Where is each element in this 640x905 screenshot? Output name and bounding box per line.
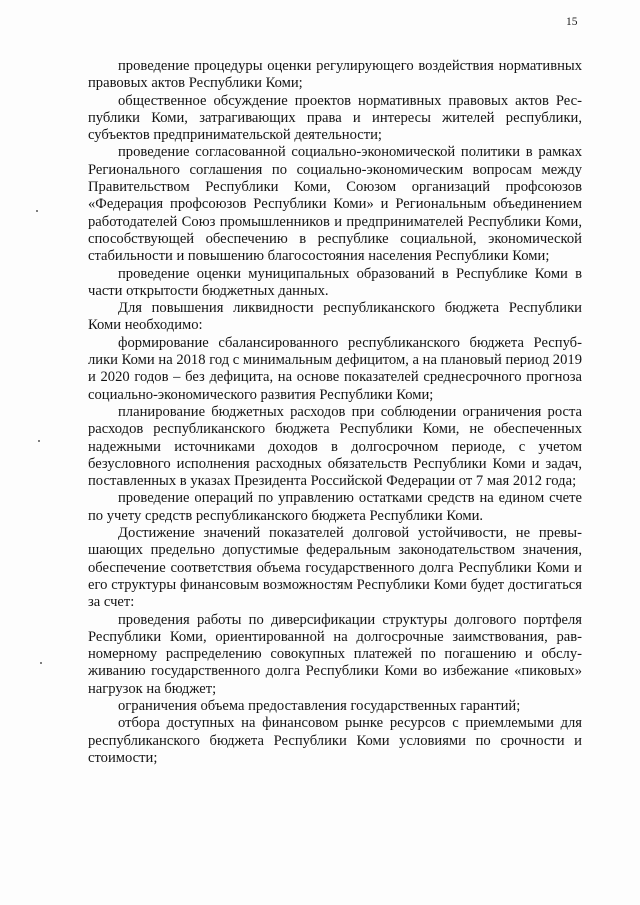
document-body bbox=[88, 58, 582, 767]
paragraph: проведения работы по диверсификации структуры долгового портфеля Республики Коми, ориентированной на долгосрочные заимствования, равномерному распределению совокупных платежей по погашению и обслуживанию государственного долга Республики Коми во избежание «пиковых» нагрузок на бюджет; bbox=[88, 611, 582, 697]
paragraph: отбора доступных на финансовом рынке ресурсов с приемлемыми для республиканского бюджета Республики Коми условиями по срочности и стоимости; bbox=[88, 715, 582, 766]
paragraph: ограничения объема предоставления государственных гарантий; bbox=[118, 697, 521, 714]
scan-speck bbox=[36, 210, 38, 212]
paragraph: проведение операций по управлению остатками средств на едином счете по учету средств республиканского бюджета Республики Коми. bbox=[88, 490, 582, 524]
paragraph: проведение согласованной социально-экономической политики в рамках Регионального соглашения по социально-экономическим вопросам между Правительством Республики Коми, Союзом организаций профсоюзов «Федерация профсоюзов Республики Коми» и Региональным объединением работодателей Союз промышленников и предпринимателей Республики Коми, способствующей обеспечению в республике социальной, экономической стабильности и повышению благосостояния населения Республики Коми; bbox=[88, 144, 582, 265]
paragraph: Для повышения ликвидности республиканского бюджета Республики Коми необходимо: bbox=[88, 300, 582, 334]
scan-speck bbox=[40, 662, 42, 664]
paragraph: планирование бюджетных расходов при соблюдении ограничения роста расходов республиканского бюджета Республики Коми, не обеспеченных надежными источниками доходов в долгосрочном периоде, с учетом безусловного исполнения расходных обязательств Республики Коми и задач, поставленных в указах Президента Российской Федерации от 7 мая 2012 года; bbox=[88, 403, 582, 490]
paragraph: общественное обсуждение проектов нормативных правовых актов Республики Коми, затрагивающих права и интересы жителей республики, субъектов предпринимательской деятельности; bbox=[88, 92, 582, 144]
paragraph: проведение оценки муниципальных образований в Республике Коми в части открытости бюджетных данных. bbox=[88, 265, 582, 299]
page-number: 15 bbox=[566, 16, 578, 28]
paragraph: проведение процедуры оценки регулирующего воздействия нормативных правовых актов Республики Коми; bbox=[88, 58, 582, 92]
scan-speck bbox=[38, 440, 40, 442]
paragraph: Достижение значений показателей долговой устойчивости, не превышающих предельно допустимые федеральным законодательством значения, обеспечение соответствия объема государственного долга Республики Коми и его структуры финансовым возможностям Республики Коми будет достигаться за счет: bbox=[88, 525, 582, 611]
paragraph: формирование сбалансированного республиканского бюджета Республики Коми на 2018 год с минимальным дефицитом, а на плановый период 2019 и 2020 годов – без дефицита, на основе показателей среднесрочного прогноза социально-экономического развития Республики Коми; bbox=[88, 334, 582, 403]
